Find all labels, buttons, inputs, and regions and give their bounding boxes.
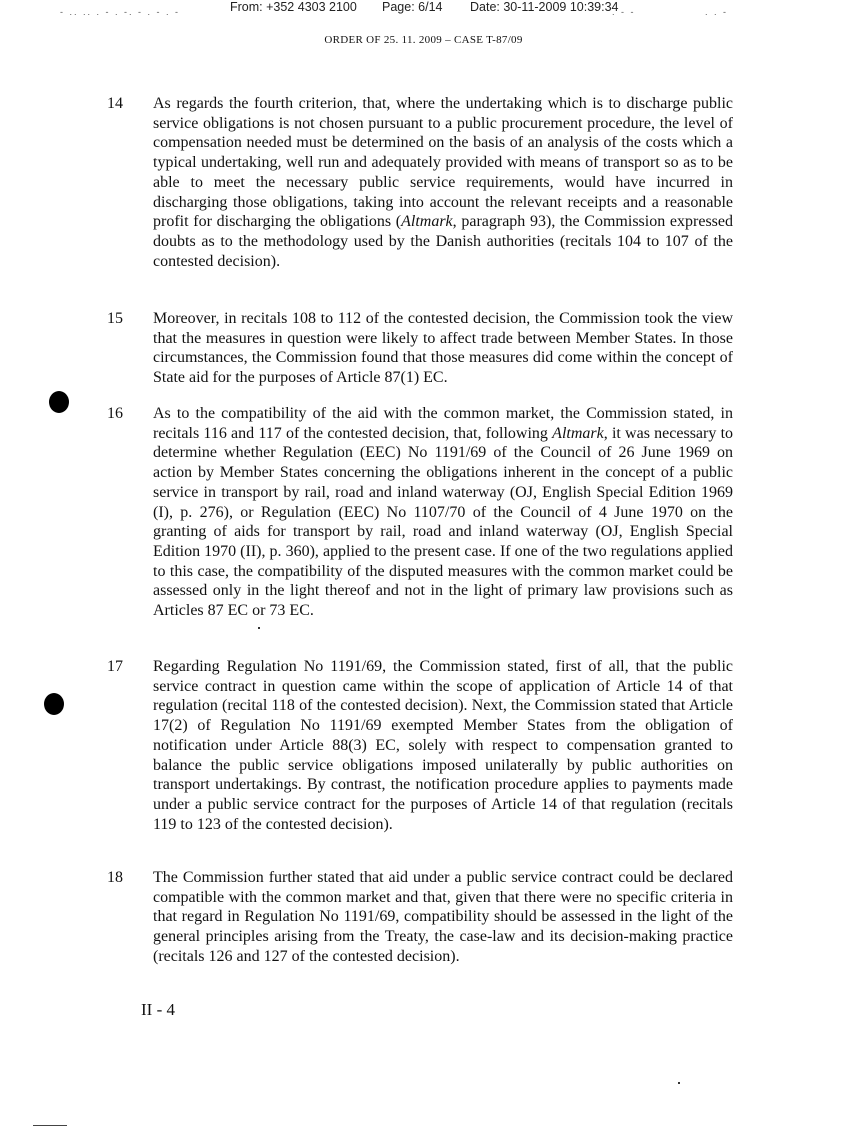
paragraph-number: 14 [107,95,123,112]
scan-speck [258,627,260,629]
paragraph-text: Moreover, in recitals 108 to 112 of the contested decision, the Commission took the view that the measures in question were likely to affect trade between Member States. In those circumstances, the Commission found that those measures did come within the concept of State aid for the purposes of Article 87(1) EC. [153,310,733,387]
paragraph-text: As regards the fourth criterion, that, where the undertaking which is to discharge public service obligations is not chosen pursuant to a public procurement procedure, the level of compensation needed must be determined on the basis of an analysis of the costs which a typical undertaking, well run and adequately provided with means of transport so as to be able to meet the necessary public service requirements, would have incurred in discharging those obligations, taking into account the relevant receipts and a reasonable profit for discharging the obligations (Altmark, paragraph 93), the Commission expressed doubts as to the methodology used by the Danish authorities (recitals 104 to 107 of the contested decision). [153,95,734,270]
fax-header [0,0,847,18]
fax-noise: . - - [612,7,636,17]
paragraph-15 [107,309,733,388]
paragraph-14 [107,94,733,271]
paragraph-18 [107,868,733,967]
scan-speck [678,1082,680,1084]
paragraph-number: 15 [107,310,123,327]
fax-date: Date: 30-11-2009 10:39:34 [470,0,619,14]
paragraph-17 [107,657,733,834]
punch-hole [49,391,69,413]
running-header: ORDER OF 25. 11. 2009 – CASE T-87/09 [324,34,523,46]
punch-hole [44,693,64,715]
paragraph-number: 16 [107,405,123,422]
paragraph-16 [107,404,733,621]
paragraph-number: 18 [107,869,123,886]
paragraph-number: 17 [107,658,123,675]
paragraph-text: Regarding Regulation No 1191/69, the Commission stated, first of all, that the public service contract in question came within the scope of application of Article 14 of that regulation (recital 118 of the contested decision). Next, the Commission stated that Article 17(2) of Regulation No 1191/69 exempted Member States from the obligation of notification under Article 88(3) EC, solely with respect to compensation granted to balance the public service obligations imposed unilaterally by public authorities on transport undertakings. By contrast, the notification procedure applies to payments made under a public service contract for the purposes of Article 14 of that regulation (recitals 119 to 123 of the contested decision). [153,658,733,833]
fax-page: Page: 6/14 [382,0,443,14]
fax-noise: - .. .. . - . -. - . - . - [60,7,180,17]
paragraph-text: As to the compatibility of the aid with the common market, the Commission stated, in recitals 116 and 117 of the contested decision, that, following Altmark, it was necessary to determine whether Regulation (EEC) No 1191/69 of the Council of 26 June 1969 on action by Member States concerning the obligations inherent in the concept of a public service in transport by rail, road and inland waterway (OJ, English Special Edition 1969 (I), p. 276), or Regulation (EEC) No 1107/70 of the Council of 4 June 1970 on the granting of aids for transport by rail, road and inland waterway (OJ, English Special Edition 1970 (II), p. 360), applied to the present case. If one of the two regulations applied to this case, the compatibility of the disputed measures with the common market could be assessed only in the light thereof and not in the light of primary law provisions such as Articles 87 EC or 73 EC. [153,405,734,620]
fax-from: From: +352 4303 2100 [230,0,357,14]
scan-edge-line [33,1125,67,1126]
page-number: II - 4 [141,1000,175,1019]
paragraph-text: The Commission further stated that aid under a public service contract could be declared compatible with the common market and that, given that there were no specific criteria in that regard in Regulation No 1191/69, compatibility should be assessed in the light of the general principles arising from the Treaty, the case-law and its decision-making practice (recitals 126 and 127 of the contested decision). [153,869,733,965]
fax-noise: . . - [705,7,728,17]
